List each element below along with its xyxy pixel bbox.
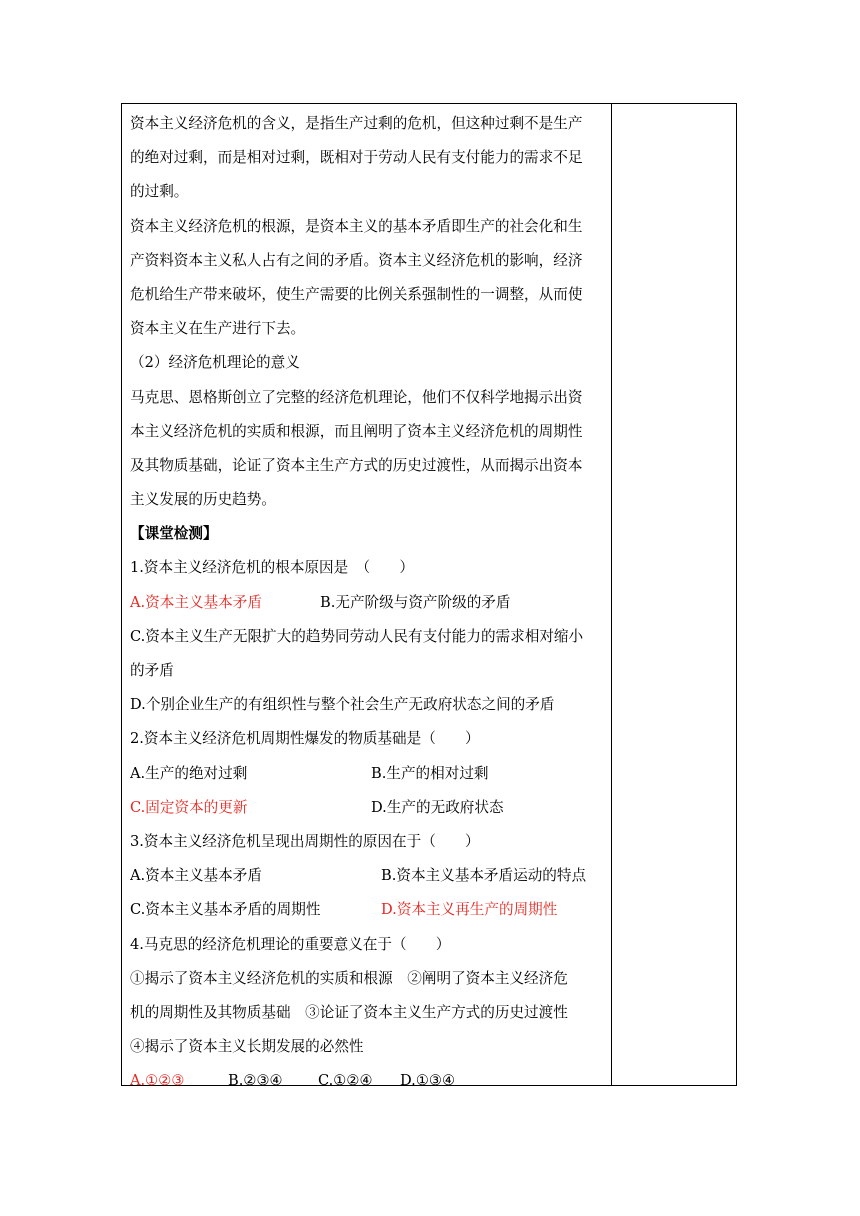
q4-option-c: C.①②④: [318, 1072, 373, 1090]
main-content: [130, 107, 608, 1098]
q4-statement-line: 机的周期性及其物质基础 ③论证了资本主义生产方式的历史过渡性: [130, 1003, 568, 1021]
q2-option-c: C.固定资本的更新: [130, 798, 248, 816]
q3-option-d: D.资本主义再生产的周期性: [381, 901, 558, 919]
q1-option-c: C.资本主义生产无限扩大的趋势同劳动人民有支付能力的需求相对缩小: [130, 627, 584, 645]
question-2-options-cd: [130, 791, 608, 825]
lesson-table: [121, 103, 737, 1090]
question-2-options-ab: [130, 757, 608, 791]
question-1-options-ab: [130, 586, 608, 620]
q2-option-a: A.生产的绝对过剩: [130, 764, 248, 782]
question-3-options-ab: [130, 859, 608, 893]
paragraph-line: 及其物质基础，论证了资本主生产方式的历史过渡性，从而揭示出资本: [130, 456, 583, 474]
q2-option-d: D.生产的无政府状态: [371, 798, 504, 816]
paragraph-line: 资本主义在生产进行下去。: [130, 320, 306, 338]
question-4-stem: 4.马克思的经济危机理论的重要意义在于（ ）: [130, 935, 451, 953]
question-3-stem: 3.资本主义经济危机呈现出周期性的原因在于（ ）: [130, 832, 480, 850]
q3-option-a: A.资本主义基本矛盾: [130, 867, 262, 885]
paragraph-line: 的过剩。: [130, 183, 189, 201]
notes-column: [612, 104, 736, 1085]
q1-option-a: A.资本主义基本矛盾: [130, 593, 262, 611]
paragraph-line: 本主义经济危机的实质和根源，而且阐明了资本主义经济危机的周期性: [130, 422, 583, 440]
q4-statement-line: ①揭示了资本主义经济危机的实质和根源 ②阐明了资本主义经济危: [130, 969, 568, 987]
q1-option-d: D.个别企业生产的有组织性与整个社会生产无政府状态之间的矛盾: [130, 696, 555, 714]
paragraph-line: 产资料资本主义私人占有之间的矛盾。资本主义经济危机的影响，经济: [130, 251, 583, 269]
q2-option-b: B.生产的相对过剩: [371, 764, 489, 782]
q4-option-d: D.①③④: [400, 1072, 456, 1090]
q3-option-c: C.资本主义基本矛盾的周期性: [130, 901, 321, 919]
section-title: 【课堂检测】: [130, 525, 218, 543]
q4-option-b: B.②③④: [228, 1072, 283, 1090]
q4-option-a: A.①②③: [130, 1072, 185, 1090]
question-3-options-cd: [130, 893, 608, 927]
question-2-stem: 2.资本主义经济危机周期性爆发的物质基础是（ ）: [130, 730, 480, 748]
paragraph-line: 的绝对过剩，而是相对过剩，既相对于劳动人民有支付能力的需求不足: [130, 149, 583, 167]
paragraph-line: 主义发展的历史趋势。: [130, 491, 276, 509]
paragraph-line: 资本主义经济危机的根源，是资本主义的基本矛盾即生产的社会化和生: [130, 217, 583, 235]
subheading: （2）经济危机理论的意义: [130, 354, 300, 372]
q3-option-b: B.资本主义基本矛盾运动的特点: [381, 867, 587, 885]
q1-option-b: B.无产阶级与资产阶级的矛盾: [320, 593, 511, 611]
q1-option-c-cont: 的矛盾: [130, 662, 174, 679]
question-4-options: [130, 1064, 608, 1098]
paragraph-line: 马克思、恩格斯创立了完整的经济危机理论，他们不仅科学地揭示出资: [130, 388, 583, 406]
main-column: [122, 104, 612, 1090]
q4-statement-line: ④揭示了资本主义长期发展的必然性: [130, 1038, 364, 1056]
paragraph-line: 资本主义经济危机的含义，是指生产过剩的危机，但这种过剩不是生产: [130, 115, 583, 132]
question-1-stem: 1.资本主义经济危机的根本原因是 （ ）: [130, 559, 414, 577]
paragraph-line: 危机给生产带来破坏，使生产需要的比例关系强制性的一调整，从而使: [130, 285, 583, 303]
